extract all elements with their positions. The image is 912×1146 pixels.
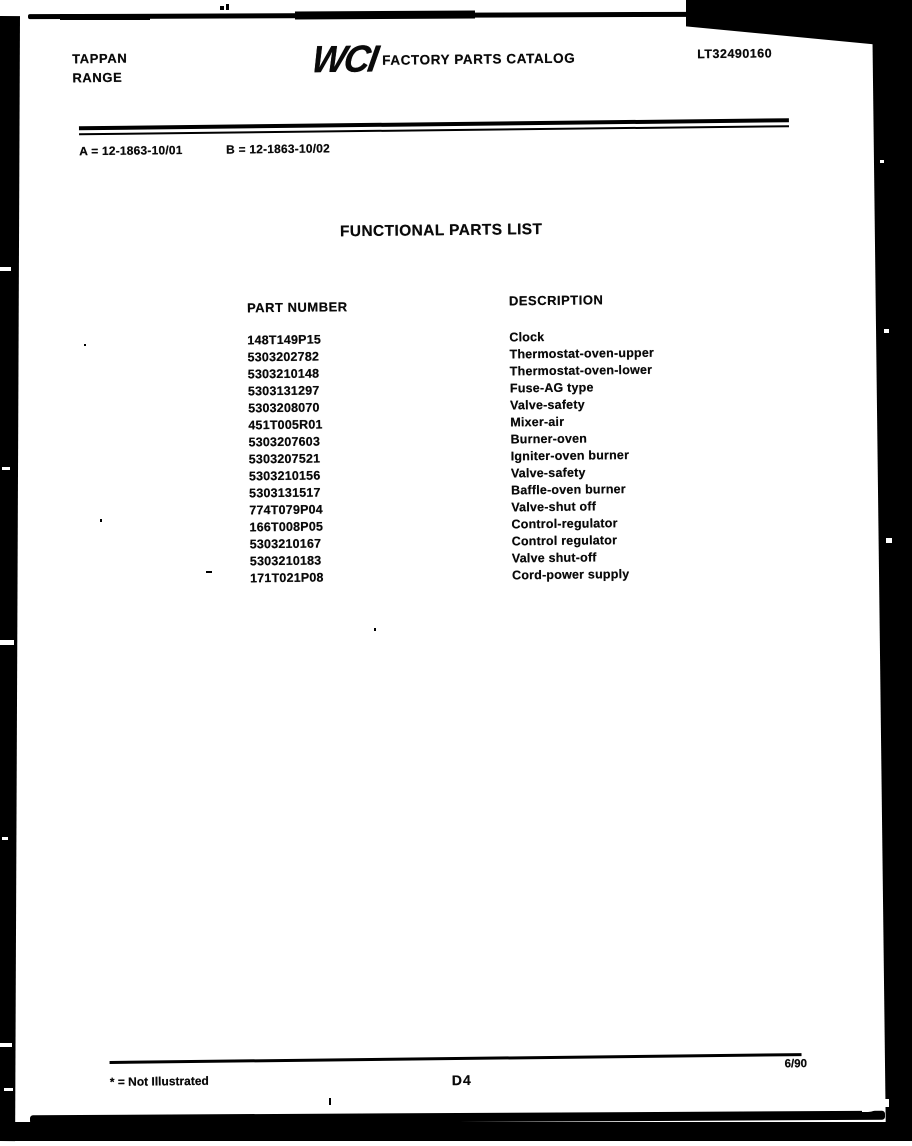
description-cell: Valve-shut off	[511, 499, 597, 515]
catalog-title: FACTORY PARTS CATALOG	[382, 50, 576, 68]
footer-date: 6/90	[784, 1058, 808, 1071]
footer-page-number: D4	[451, 1071, 472, 1089]
scan-tick	[0, 640, 14, 645]
description-cell: Control regulator	[511, 533, 618, 549]
part-number-cell: 774T079P04	[249, 502, 323, 518]
scan-border-bottom	[0, 1122, 912, 1141]
part-number-cell: 451T005R01	[248, 417, 323, 433]
scan-top-edge-blob	[295, 11, 475, 20]
scan-speck	[206, 571, 212, 573]
description-cell: Cord-power supply	[511, 567, 630, 583]
description-cell: Igniter-oven burner	[510, 448, 630, 464]
part-number-cell: 148T149P15	[247, 332, 322, 348]
scan-tick	[884, 1099, 889, 1107]
part-number-cell: 5303208070	[248, 400, 320, 416]
table-row	[250, 566, 657, 588]
wci-logo: WCI	[308, 36, 380, 81]
page-title: FUNCTIONAL PARTS LIST	[339, 220, 543, 241]
brand-line-1: TAPPAN	[72, 50, 128, 67]
model-b: B = 12-1863-10/02	[226, 141, 331, 157]
scan-tick	[4, 1088, 13, 1091]
scan-speck	[329, 1098, 331, 1105]
part-number-cell: 5303202782	[247, 349, 320, 365]
part-number-cell: 171T021P08	[250, 570, 324, 586]
footer-rule	[110, 1053, 802, 1064]
model-numbers	[79, 141, 330, 158]
description-cell: Baffle-oven burner	[511, 482, 626, 498]
description-cell: Valve shut-off	[511, 550, 597, 566]
part-number-cell: 5303210148	[247, 366, 320, 382]
column-header-description: DESCRIPTION	[508, 292, 604, 309]
part-number-cell: 5303210167	[249, 536, 322, 552]
scan-tick	[0, 1043, 12, 1047]
scan-speck	[100, 519, 102, 522]
description-cell: Fuse-AG type	[509, 380, 594, 396]
scan-tick	[2, 837, 8, 840]
brand-line-2: RANGE	[72, 69, 123, 86]
description-cell: Valve-safety	[510, 397, 585, 413]
part-number-cell: 5303210156	[248, 468, 321, 484]
document-number: LT32490160	[697, 46, 773, 62]
description-cell: Thermostat-oven-lower	[509, 362, 653, 379]
parts-rows	[247, 328, 656, 588]
part-number-cell: 5303131517	[249, 485, 321, 501]
part-number-cell: 5303207521	[248, 451, 321, 467]
scan-speck	[84, 344, 86, 346]
description-cell: Burner-oven	[510, 431, 588, 447]
description-cell: Clock	[509, 329, 545, 345]
scan-speck	[220, 6, 224, 10]
scan-speck	[374, 628, 376, 631]
part-number-cell: 166T008P05	[249, 519, 324, 535]
model-a: A = 12-1863-10/01	[79, 143, 183, 159]
description-cell: Control-regulator	[511, 516, 618, 532]
footer-note: * = Not Illustrated	[109, 1073, 209, 1089]
description-cell: Valve-safety	[510, 465, 586, 481]
brand-name	[72, 49, 128, 88]
scan-speck	[226, 4, 229, 10]
description-cell: Thermostat-oven-upper	[509, 345, 655, 362]
part-number-cell: 5303207603	[248, 434, 321, 450]
scan-tick	[886, 538, 892, 543]
part-number-cell: 5303210183	[249, 553, 322, 569]
scan-tick	[884, 329, 889, 333]
scan-tick	[2, 467, 10, 470]
part-number-cell: 5303131297	[247, 383, 320, 399]
column-header-part-number: PART NUMBER	[246, 299, 348, 316]
scan-tick	[0, 267, 11, 271]
description-cell: Mixer-air	[510, 414, 565, 430]
scan-tick	[880, 160, 884, 163]
scan-top-edge-blob	[60, 14, 150, 20]
